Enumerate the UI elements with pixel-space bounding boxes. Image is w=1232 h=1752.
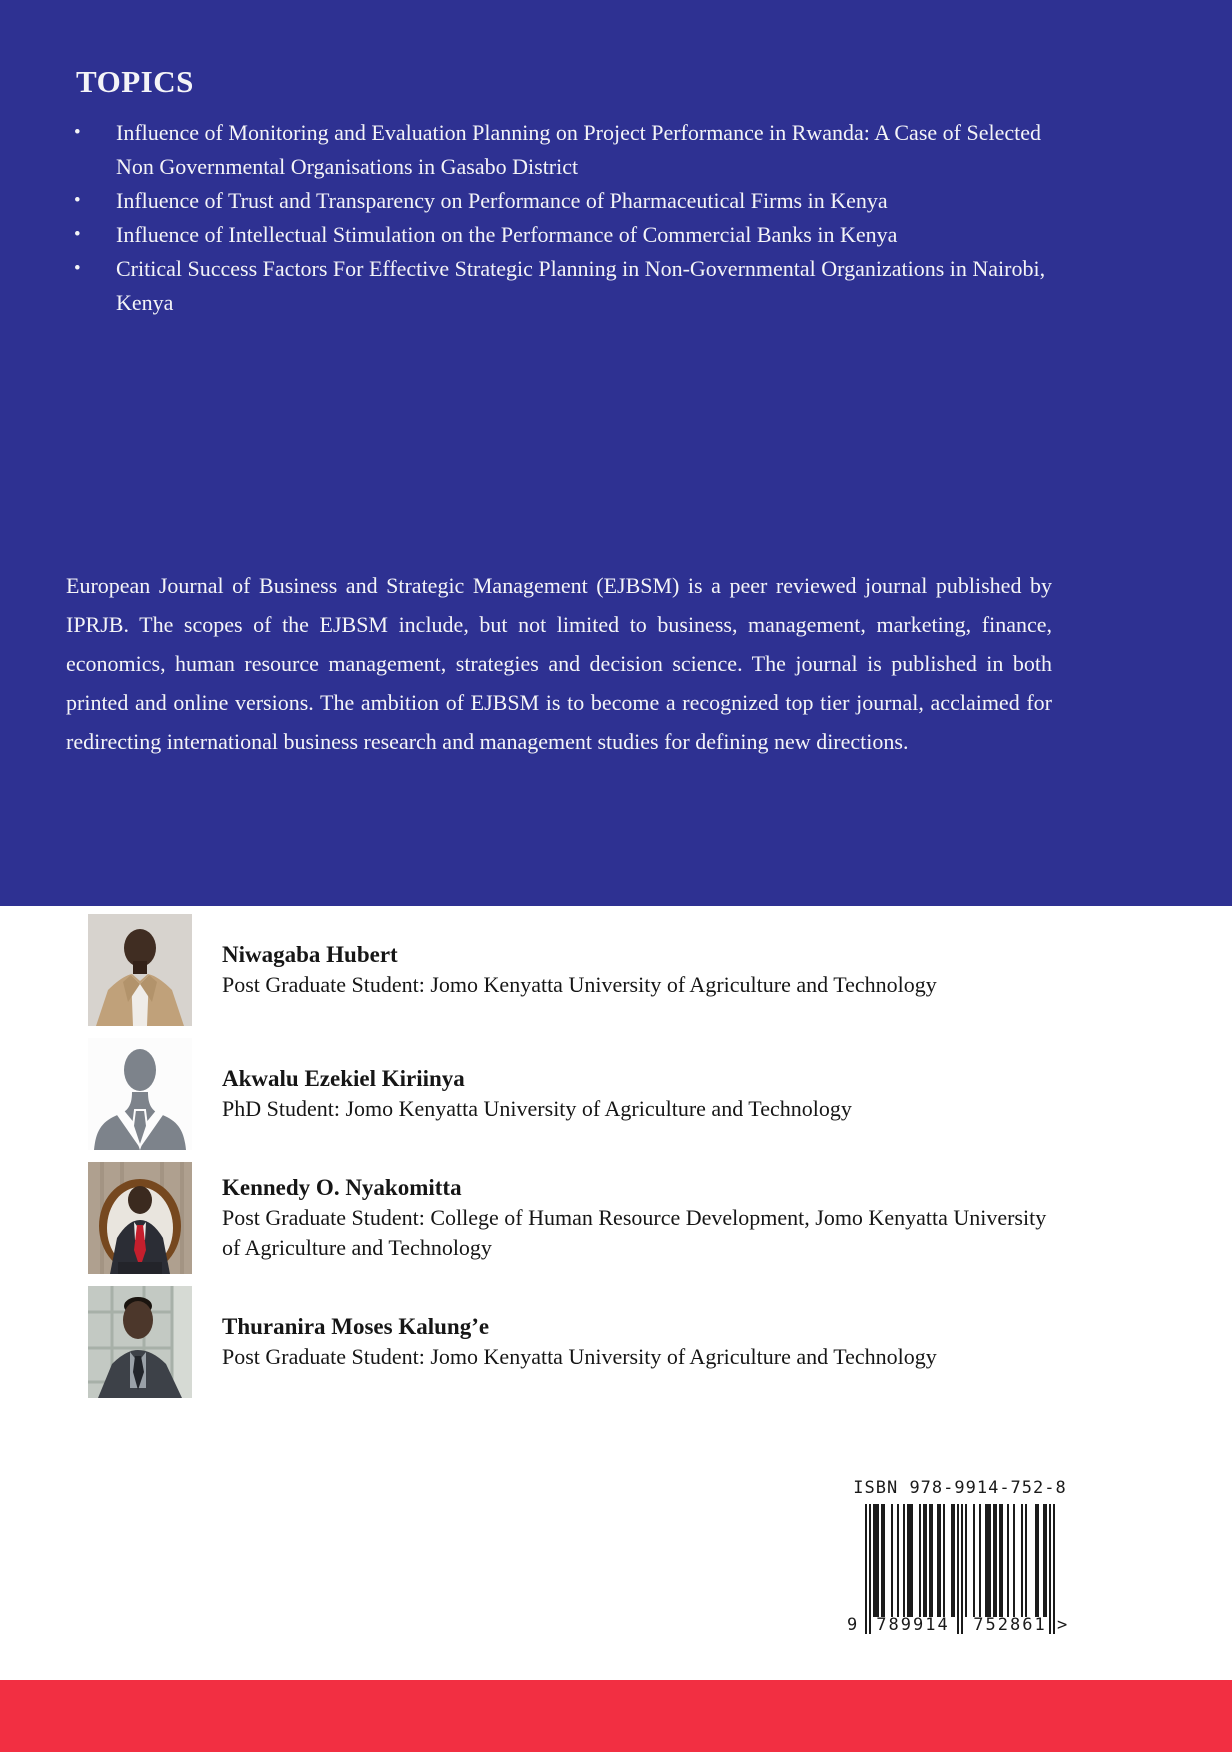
barcode-digits-left: 789914 — [876, 1615, 950, 1635]
author-affiliation: Post Graduate Student: Jomo Kenyatta University of Agriculture and Technology — [222, 972, 937, 997]
author-photo-thuranira-kalunge — [88, 1286, 192, 1398]
portrait-man-tan-blazer-icon — [88, 914, 192, 1026]
bullet-icon: • — [74, 190, 81, 211]
bullet-icon: • — [74, 122, 81, 143]
author-affiliation: PhD Student: Jomo Kenyatta University of Agriculture and Technology — [222, 1096, 852, 1121]
author-info — [222, 940, 937, 1000]
author-info — [222, 1064, 852, 1124]
author-row — [88, 1038, 1232, 1150]
author-info — [222, 1173, 1062, 1263]
author-name: Niwagaba Hubert — [222, 942, 398, 967]
author-row — [88, 1162, 1232, 1274]
author-photo-niwagaba-hubert — [88, 914, 192, 1026]
author-name: Akwalu Ezekiel Kiriinya — [222, 1066, 465, 1091]
topic-text: Influence of Intellectual Stimulation on the Performance of Commercial Banks in Kenya — [116, 222, 898, 247]
bullet-icon: • — [74, 224, 81, 245]
red-stripe — [0, 1680, 1232, 1752]
ean13-barcode — [847, 1504, 1068, 1638]
topic-text: Critical Success Factors For Effective Strategic Planning in Non-Governmental Organizations in Nairobi, Kenya — [116, 256, 1046, 315]
portrait-man-seated-red-tie-icon — [88, 1162, 192, 1274]
authors-section — [0, 906, 1232, 1410]
topic-item — [66, 252, 1061, 320]
author-affiliation: Post Graduate Student: Jomo Kenyatta University of Agriculture and Technology — [222, 1344, 937, 1369]
author-row — [88, 914, 1232, 1026]
barcode-digit-lead: 9 — [847, 1615, 860, 1635]
isbn-label: ISBN 978-9914-752-8 — [853, 1478, 1067, 1498]
silhouette-placeholder-icon — [88, 1038, 192, 1150]
journal-description: European Journal of Business and Strategic Management (EJBSM) is a peer reviewed journal published by IPRJB. The scopes of the EJBSM include, but not limited to business, management, marketing, finance, economics, human resource management, strategies and decision science. The journal is published in both printed and online versions. The ambition of EJBSM is to become a recognized top tier journal, acclaimed for redirecting international business research and management studies for defining new directions. — [66, 573, 1052, 754]
author-photo-akwalu-ezekiel-kiriinya — [88, 1038, 192, 1150]
author-row — [88, 1286, 1232, 1398]
portrait-man-dark-suit-icon — [88, 1286, 192, 1398]
topics-heading: TOPICS — [76, 64, 194, 99]
barcode-arrow: > — [1057, 1615, 1068, 1635]
topic-text: Influence of Monitoring and Evaluation Planning on Project Performance in Rwanda: A Case of Selected Non Governmental Organisations in Gasabo District — [116, 120, 1041, 179]
topic-item — [66, 116, 1061, 184]
topic-item — [66, 184, 1061, 218]
topic-item — [66, 218, 1061, 252]
topic-text: Influence of Trust and Transparency on Performance of Pharmaceutical Firms in Kenya — [116, 188, 888, 213]
author-info — [222, 1312, 937, 1372]
topics-list — [66, 116, 1061, 320]
author-name: Thuranira Moses Kalung’e — [222, 1314, 490, 1339]
author-name: Kennedy O. Nyakomitta — [222, 1175, 462, 1200]
bullet-icon: • — [74, 258, 81, 279]
author-affiliation: Post Graduate Student: College of Human Resource Development, Jomo Kenyatta University of Agriculture and Technology — [222, 1205, 1047, 1260]
author-photo-kennedy-nyakomitta — [88, 1162, 192, 1274]
barcode-digits-right: 752861 — [973, 1615, 1047, 1635]
isbn-barcode-block — [845, 1478, 1075, 1638]
